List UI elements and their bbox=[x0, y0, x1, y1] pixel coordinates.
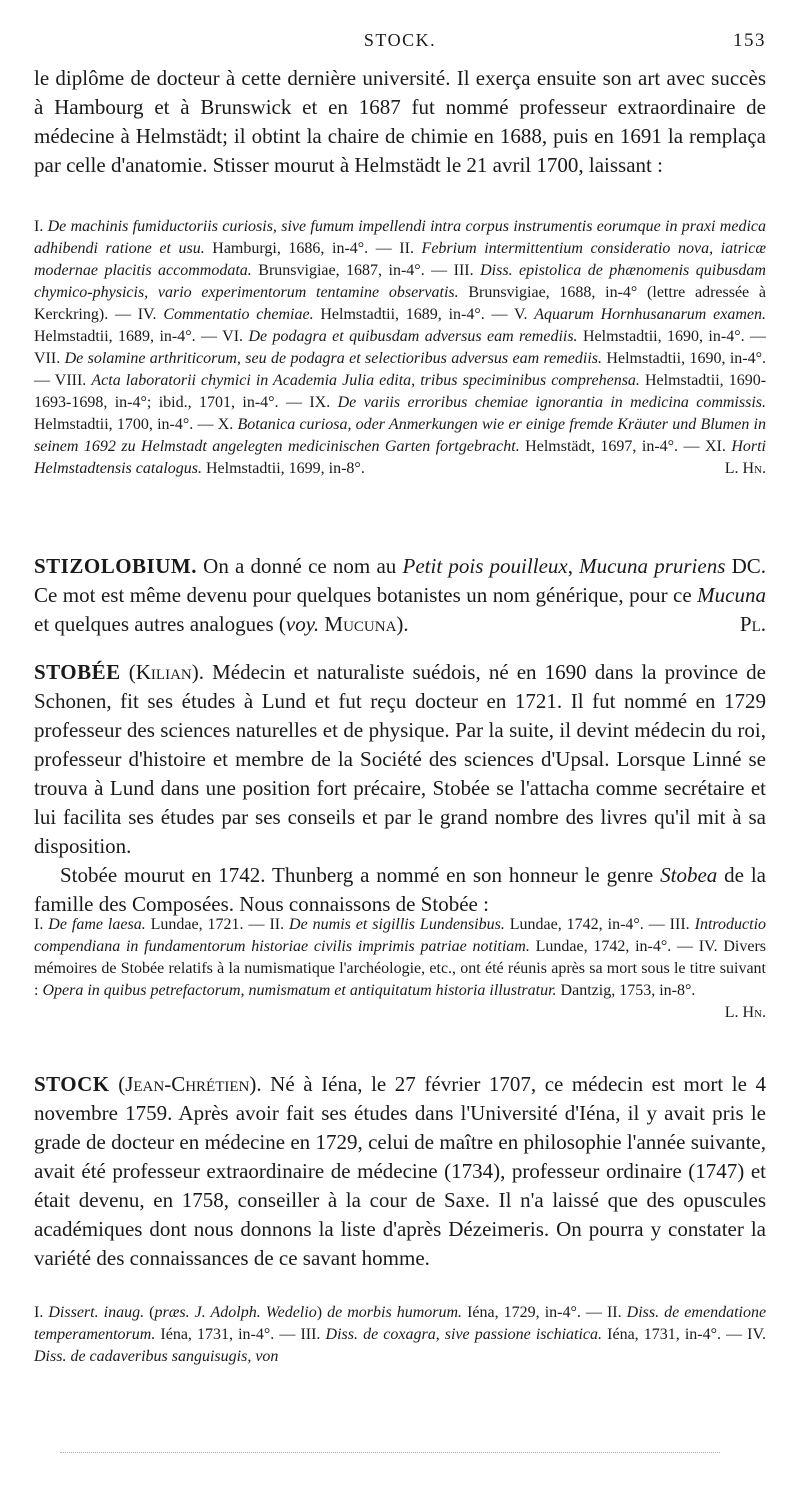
continuation-paragraph: le diplôme de docteur à cette dernière université. Il exerça ensuite son art avec succès à Hambourg et à Brunswick et en 1687 fut nommé professeur extraordinaire de médecine à Helmstädt; il obtint la chaire de chimie en 1688, puis en 1691 la remplaça par celle d'anatomie. Stisser mourut à Helmstädt le 21 avril 1700, laissant : bbox=[34, 66, 766, 177]
entry-paragraph: STOBÉE (Kilian). Médecin et naturaliste suédois, né en 1690 dans la province de Schonen, fit ses études à Lund et fut reçu docteur en 1721. Il fut nommé en 1729 professeur des sciences naturelles et de physique. Par la suite, il devint médecin du roi, professeur d'histoire et membre de la Société des sciences d'Upsal. Lorsque Linné se trouva à Lund dans une position fort précaire, Stobée se l'attacha comme secrétaire et lui facilita ses études par ses conseils et par le grand nombre des livres qu'il mit à sa disposition. bbox=[34, 660, 766, 858]
author-signature: L. Hn. bbox=[724, 1004, 766, 1021]
bleed-through-line bbox=[60, 1452, 720, 1455]
bibliography-stobee: I. De fame laesa. Lundae, 1721. — II. De numis et sigillis Lundensibus. Lundae, 1742, in-4°. — III. Introductio compendiana in fundamentorum historiae civilis imprimis patriae notitiam. Lundae, 1742, in-4°. — IV. Divers mémoires de Stobée relatifs à la numismatique l'archéologie, etc., ont été réunis après sa mort sous le titre suivant : Opera in quibus petrefactorum, numismatum et antiquitatum historia illustratur. Dantzig, 1753, in-8°. L. Hn. bbox=[34, 914, 766, 1024]
entry-paragraph: Stobée mourut en 1742. Thunberg a nommé en son honneur le genre Stobea de la famille des Composées. Nous connaissons de Stobée : bbox=[34, 863, 766, 916]
entry-headword: STIZOLOBIUM. bbox=[34, 554, 197, 578]
bibliography-stock: I. Dissert. inaug. (præs. J. Adolph. Wedelio) de morbis humorum. Iéna, 1729, in-4°. — II. Diss. de emendatione temperamentorum. Iéna, 1731, in-4°. — III. Diss. de coxagra, sive passione ischiatica. Iéna, 1731, in-4°. — IV. Diss. de cadaveribus sanguisugis, von bbox=[34, 1304, 767, 1365]
entry-headword: STOCK bbox=[34, 1072, 110, 1096]
entry-headword: STOBÉE bbox=[34, 660, 121, 684]
author-signature: Pl. bbox=[739, 612, 766, 636]
bibliography-stisser: I. De machinis fumiductoriis curiosis, sive fumum impellendi intra corpus instrumentis eorumque in praxi medica adhibendi ratione et usu. Hamburgi, 1686, in-4°. — II. Febrium intermittentium consideratio nova, iatricæ modernae placitis accommodata. Brunsvigiae, 1687, in-4°. — III. Diss. epistolica de phænomenis quibusdam chymico-physicis, vario experimentorum tentamine observatis. Brunsvigiae, 1688, in-4° (lettre adressée à Kerckring). — IV. Commentatio chemiae. Helmstadtii, 1689, in-4°. — V. Aquarum Hornhusanarum examen. Helmstadtii, 1689, in-4°. — VI. De podagra et quibusdam adversus eam remediis. Helmstadtii, 1690, in-4°. — VII. De solamine arthriticorum, seu de podagra et selectioribus adversus eam remediis. Helmstadtii, 1690, in-4°. — VIII. Acta laboratorii chymici in Academia Julia edita, tribus speciminibus comprehensa. Helmstadtii, 1690-1693-1698, in-4°; ibid., 1701, in-4°. — IX. De variis erroribus chemiae ignorantia in medicina commissis. Helmstadtii, 1700, in-4°. — X. Botanica curiosa, oder Anmerkungen wie er einige fremde Kräuter und Blumen in seinem 1692 zu Helmstadt angelegten medicinischen Garten fortgebracht. Helmstädt, 1697, in-4°. — XI. Horti Helmstadtensis catalogus. Helmstadtii, 1699, in-8°. L. Hn. bbox=[34, 216, 766, 480]
entry-stock: STOCK (Jean-Chrétien). Né à Iéna, le 27 février 1707, ce médecin est mort le 4 novembre 1759. Après avoir fait ses études dans l'Université d'Iéna, il y avait pris le grade de docteur en médecine en 1729, celui de maître en philosophie l'année suivante, avait été professeur extraordinaire de médecine (1734), professeur ordinaire (1747) et était devenu, en 1758, conseiller à la cour de Saxe. Il n'a laissé que des opuscules académiques dont nous donnons la liste d'après Dézeimeris. On pourra y constater la variété des connaissances de ce savant homme. bbox=[34, 1072, 766, 1270]
page-header bbox=[34, 30, 766, 58]
author-signature: L. Hn. bbox=[724, 460, 766, 477]
entry-stobee bbox=[34, 658, 766, 919]
running-title: STOCK. bbox=[363, 30, 437, 50]
entry-stizolobium: STIZOLOBIUM. On a donné ce nom au Petit pois pouilleux, Mucuna pruriens DC. Ce mot est même devenu pour quelques botanistes un nom générique, pour ce Mucuna et quelques autres analogues (voy. Mucuna). Pl. bbox=[34, 552, 766, 639]
page-number: 153 bbox=[733, 30, 766, 51]
